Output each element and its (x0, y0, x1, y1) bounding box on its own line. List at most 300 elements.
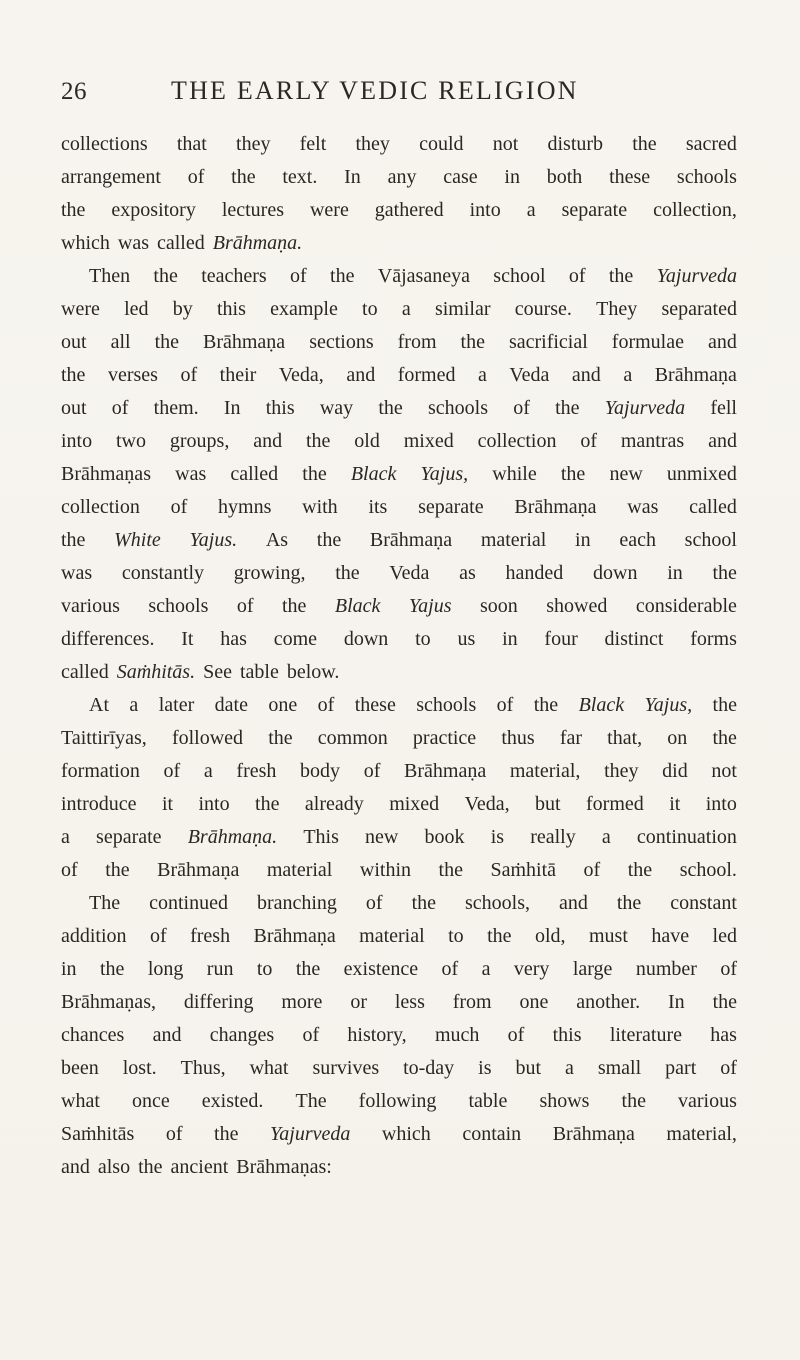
word: Saṁhitā (490, 859, 557, 881)
word: two (116, 430, 146, 452)
word: separated (661, 298, 737, 320)
word: the (460, 331, 485, 353)
word: not (492, 133, 519, 155)
word: they (236, 133, 271, 155)
word: a (564, 1057, 574, 1079)
word: on (667, 727, 688, 749)
word: and (253, 430, 283, 452)
word: the (712, 991, 737, 1013)
text-line (61, 458, 737, 491)
text-line (61, 1118, 737, 1151)
text-line (61, 557, 737, 590)
word: has (220, 628, 247, 650)
word: of (61, 859, 78, 881)
word: hymns (218, 496, 272, 518)
text-line (61, 755, 737, 788)
word: continued (149, 892, 228, 914)
word: practice (412, 727, 477, 749)
word: out (61, 331, 87, 353)
word: They (596, 298, 638, 320)
word: Brāhmaṇa (253, 925, 336, 947)
word: by (172, 298, 193, 320)
word: Brāhmaṇa (203, 331, 286, 353)
text-line (61, 194, 737, 227)
word: a (481, 958, 491, 980)
word: continuation (636, 826, 737, 848)
word: It (181, 628, 194, 650)
word: case (443, 166, 478, 188)
word: and (708, 430, 737, 452)
word: of (163, 760, 181, 782)
word: come (273, 628, 318, 650)
word: the (305, 430, 331, 452)
word: the (712, 727, 737, 749)
word: the (330, 265, 355, 287)
word: of (290, 265, 307, 287)
word: Brāhmaṇa (552, 1123, 635, 1145)
word: and (571, 364, 601, 386)
word: schools (676, 166, 737, 188)
word: considerable (635, 595, 737, 617)
word: the (255, 793, 280, 815)
word: as (459, 562, 476, 584)
word: constantly (121, 562, 205, 584)
text-line (61, 722, 737, 755)
word: verses (107, 364, 158, 386)
word: is (478, 1057, 492, 1079)
word: arrangement (61, 166, 161, 188)
word: the (61, 529, 86, 551)
text-line (61, 161, 737, 194)
text-line (61, 359, 737, 392)
word: changes (209, 1024, 275, 1046)
word: and also the ancient Brāhmaṇas: (61, 1156, 332, 1178)
word: a (401, 298, 411, 320)
word: what (61, 1090, 100, 1112)
word: separate (418, 496, 484, 518)
word: In (223, 397, 241, 419)
word: of (507, 1024, 525, 1046)
word: much (434, 1024, 480, 1046)
text-line (61, 1151, 737, 1184)
word: these (609, 166, 651, 188)
word: the (487, 925, 512, 947)
word: called (61, 661, 117, 683)
word: sacred (685, 133, 737, 155)
word: led (712, 925, 737, 947)
word: the (335, 562, 360, 584)
word: Brāhmaṇas, (61, 991, 156, 1013)
word: less (394, 991, 425, 1013)
word: Brāhmaṇa (514, 496, 597, 518)
word: what (249, 1057, 289, 1079)
word: of (111, 397, 129, 419)
word: Brāhmaṇa (654, 364, 737, 386)
word: within (359, 859, 412, 881)
text-line (61, 788, 737, 821)
word: Vājasaneya (377, 265, 470, 287)
word: did (662, 760, 688, 782)
word: As (265, 529, 289, 551)
word: Veda, (464, 793, 510, 815)
word: have (651, 925, 690, 947)
word: constant (670, 892, 737, 914)
word: called (689, 496, 737, 518)
word: unmixed (666, 463, 737, 485)
word: them. (153, 397, 199, 419)
word: were (61, 298, 100, 320)
word: they (604, 760, 639, 782)
word: growing, (233, 562, 306, 584)
word: the (231, 166, 256, 188)
word: of (496, 694, 514, 716)
word: At (89, 694, 109, 716)
word: to-day (403, 1057, 455, 1079)
word: of (180, 364, 198, 386)
text-line (61, 293, 737, 326)
word: Brāhmaṇas (61, 463, 151, 485)
word: body (300, 760, 341, 782)
word: Brāhmaṇa. (187, 826, 278, 848)
word: In (668, 991, 685, 1013)
word: collection (477, 430, 557, 452)
word: various (61, 595, 120, 617)
word: groups, (169, 430, 230, 452)
word: but (515, 1057, 542, 1079)
word: forms (690, 628, 737, 650)
word: the (411, 892, 436, 914)
word: history, (347, 1024, 407, 1046)
text-line (61, 920, 737, 953)
word: school (684, 529, 737, 551)
word: Yajus (408, 595, 452, 617)
word: gathered (374, 199, 444, 221)
word: out (61, 397, 87, 419)
word: Black (350, 463, 397, 485)
word: mixed (389, 793, 440, 815)
word: thus (501, 727, 535, 749)
word: in (61, 958, 77, 980)
word: and (558, 892, 588, 914)
word: number (635, 958, 697, 980)
word: it (161, 793, 174, 815)
word: a (601, 826, 611, 848)
word: the (302, 463, 327, 485)
word: they (355, 133, 390, 155)
word: the (712, 562, 737, 584)
word: material, (666, 1123, 737, 1145)
word: lectures (221, 199, 284, 221)
word: new (609, 463, 643, 485)
word: of (363, 760, 381, 782)
word: long (147, 958, 184, 980)
word: Thus, (180, 1057, 226, 1079)
word: following (358, 1090, 437, 1112)
word: formulae (611, 331, 684, 353)
word: of (513, 397, 530, 419)
word: Veda (509, 364, 550, 386)
word: of (149, 925, 167, 947)
word: into (198, 793, 230, 815)
word: literature (609, 1024, 682, 1046)
word: old (354, 430, 380, 452)
word: Taittirīyas, (61, 727, 147, 749)
word: the (438, 859, 463, 881)
word: course. (514, 298, 572, 320)
word: which (381, 1123, 431, 1145)
word: Brāhmaṇa (157, 859, 240, 881)
word: existed. (201, 1090, 264, 1112)
word: material (359, 925, 425, 947)
word: similar (434, 298, 491, 320)
word: a (526, 199, 536, 221)
text-line (61, 689, 737, 722)
word: table (468, 1090, 508, 1112)
word: really (530, 826, 576, 848)
word: existence (343, 958, 419, 980)
word: way (319, 397, 354, 419)
body-text (61, 128, 737, 1184)
word: introduce (61, 793, 137, 815)
word: collections (61, 133, 148, 155)
word: Yajus, (420, 463, 469, 485)
word: in (575, 529, 591, 551)
word: but (535, 793, 561, 815)
word: Black (334, 595, 381, 617)
word: example (270, 298, 338, 320)
word: four (544, 628, 578, 650)
word: is (490, 826, 505, 848)
word: not (711, 760, 737, 782)
word: with (302, 496, 338, 518)
word: later (158, 694, 195, 716)
word: showed (546, 595, 608, 617)
word: material (480, 529, 547, 551)
word: fell (710, 397, 737, 419)
text-line (61, 656, 737, 689)
text-line (61, 491, 737, 524)
word: were (309, 199, 349, 221)
word: various (678, 1090, 737, 1112)
word: Veda (389, 562, 430, 584)
text-line (61, 887, 737, 920)
text-line (61, 425, 737, 458)
word: of (317, 694, 335, 716)
word: of (236, 595, 254, 617)
word: The (89, 892, 121, 914)
word: the (281, 595, 307, 617)
word: a (129, 694, 139, 716)
word: Then (89, 265, 131, 287)
word: and (346, 364, 376, 386)
word: of (580, 430, 597, 452)
word: See table below. (195, 661, 340, 683)
word: disturb (547, 133, 604, 155)
word: has (710, 1024, 737, 1046)
word: sacrificial (508, 331, 588, 353)
word: mixed (403, 430, 454, 452)
word: the (608, 265, 634, 287)
word: the (99, 958, 125, 980)
word: the (61, 364, 86, 386)
word: a (623, 364, 633, 386)
word: been (61, 1057, 99, 1079)
word: while (492, 463, 537, 485)
word: sections (309, 331, 374, 353)
word: in (504, 166, 520, 188)
word: into (61, 430, 93, 452)
word: formation (61, 760, 140, 782)
word: to (362, 298, 378, 320)
running-head: THE EARLY VEDIC RELIGION (171, 76, 579, 105)
text-line (61, 524, 737, 557)
text-line (61, 128, 737, 161)
word: one (268, 694, 298, 716)
word: its (368, 496, 388, 518)
word: part (665, 1057, 697, 1079)
word: to (256, 958, 273, 980)
word: collection (61, 496, 140, 518)
text-line (61, 1019, 737, 1052)
word: from (452, 991, 492, 1013)
text-line (61, 227, 737, 260)
word: Yajurveda (270, 1123, 351, 1145)
text-line (61, 986, 737, 1019)
word: school (493, 265, 546, 287)
word: of (720, 1057, 737, 1079)
word: of (441, 958, 459, 980)
word: Saṁhitās. (116, 661, 196, 683)
word: called (230, 463, 279, 485)
word: Yajurveda (656, 265, 737, 287)
word: formed (397, 364, 456, 386)
word: of (165, 1123, 183, 1145)
word: another. (576, 991, 641, 1013)
word: differing (183, 991, 254, 1013)
word: these (354, 694, 396, 716)
word: White (114, 529, 161, 551)
word: the (616, 892, 642, 914)
word: the (621, 1090, 646, 1112)
word: into (469, 199, 501, 221)
word: In (344, 166, 361, 188)
word: handed (505, 562, 564, 584)
word: the (560, 463, 586, 485)
text-line (61, 392, 737, 425)
word: large (572, 958, 613, 980)
word: school. (679, 859, 737, 881)
word: down (343, 628, 389, 650)
word: a (478, 364, 487, 386)
text-line (61, 623, 737, 656)
word: separate (96, 826, 162, 848)
text-line (61, 1052, 737, 1085)
word: schools (148, 595, 209, 617)
word: the (378, 397, 403, 419)
word: the (105, 859, 130, 881)
word: Brāhmaṇa (404, 760, 487, 782)
word: or (350, 991, 367, 1013)
word: the (295, 958, 321, 980)
text-line (61, 260, 737, 293)
word: that, (607, 727, 643, 749)
text-line (61, 590, 737, 623)
text-line (61, 1085, 737, 1118)
word: distinct (604, 628, 664, 650)
word: Veda, (278, 364, 324, 386)
text-line (61, 326, 737, 359)
word: chances (61, 1024, 125, 1046)
word: all (110, 331, 131, 353)
word: could (419, 133, 464, 155)
text-line (61, 821, 737, 854)
word: it (669, 793, 681, 815)
word: of (720, 958, 737, 980)
word: this (552, 1024, 582, 1046)
word: to (415, 628, 431, 650)
word: their (219, 364, 257, 386)
word: Yajurveda (604, 397, 686, 419)
word: a (203, 760, 213, 782)
word: of (583, 859, 601, 881)
word: Black (578, 694, 625, 716)
word: already (304, 793, 364, 815)
word: one (519, 991, 549, 1013)
word: the (712, 694, 737, 716)
word: from (397, 331, 437, 353)
word: branching (256, 892, 337, 914)
word: each (619, 529, 656, 551)
word: expository (111, 199, 196, 221)
word: schools (428, 397, 488, 419)
word: the (632, 133, 657, 155)
word: must (588, 925, 628, 947)
word: differences. (61, 628, 155, 650)
word: Brāhmaṇa (369, 529, 453, 551)
page-number: 26 (61, 78, 87, 105)
word: material (266, 859, 333, 881)
word: Brāhmaṇa. (212, 232, 303, 254)
word: of (302, 1024, 320, 1046)
word: separate (561, 199, 628, 221)
word: formed (586, 793, 644, 815)
word: this (216, 298, 246, 320)
word: in (502, 628, 518, 650)
word: a (61, 826, 70, 848)
word: book (424, 826, 465, 848)
word: small (597, 1057, 642, 1079)
word: was (627, 496, 659, 518)
word: led (124, 298, 149, 320)
word: common (317, 727, 388, 749)
word: Yajus, (644, 694, 693, 716)
word: us (457, 628, 476, 650)
word: run (206, 958, 234, 980)
word: very (513, 958, 550, 980)
word: to (448, 925, 464, 947)
word: of (170, 496, 188, 518)
word: which was called (61, 232, 213, 254)
word: date (214, 694, 248, 716)
word: collection, (653, 199, 737, 221)
word: Yajus. (189, 529, 238, 551)
word: felt (299, 133, 327, 155)
word: the (316, 529, 342, 551)
word: in (667, 562, 683, 584)
word: any (387, 166, 417, 188)
word: old, (534, 925, 566, 947)
page-header (61, 76, 621, 110)
